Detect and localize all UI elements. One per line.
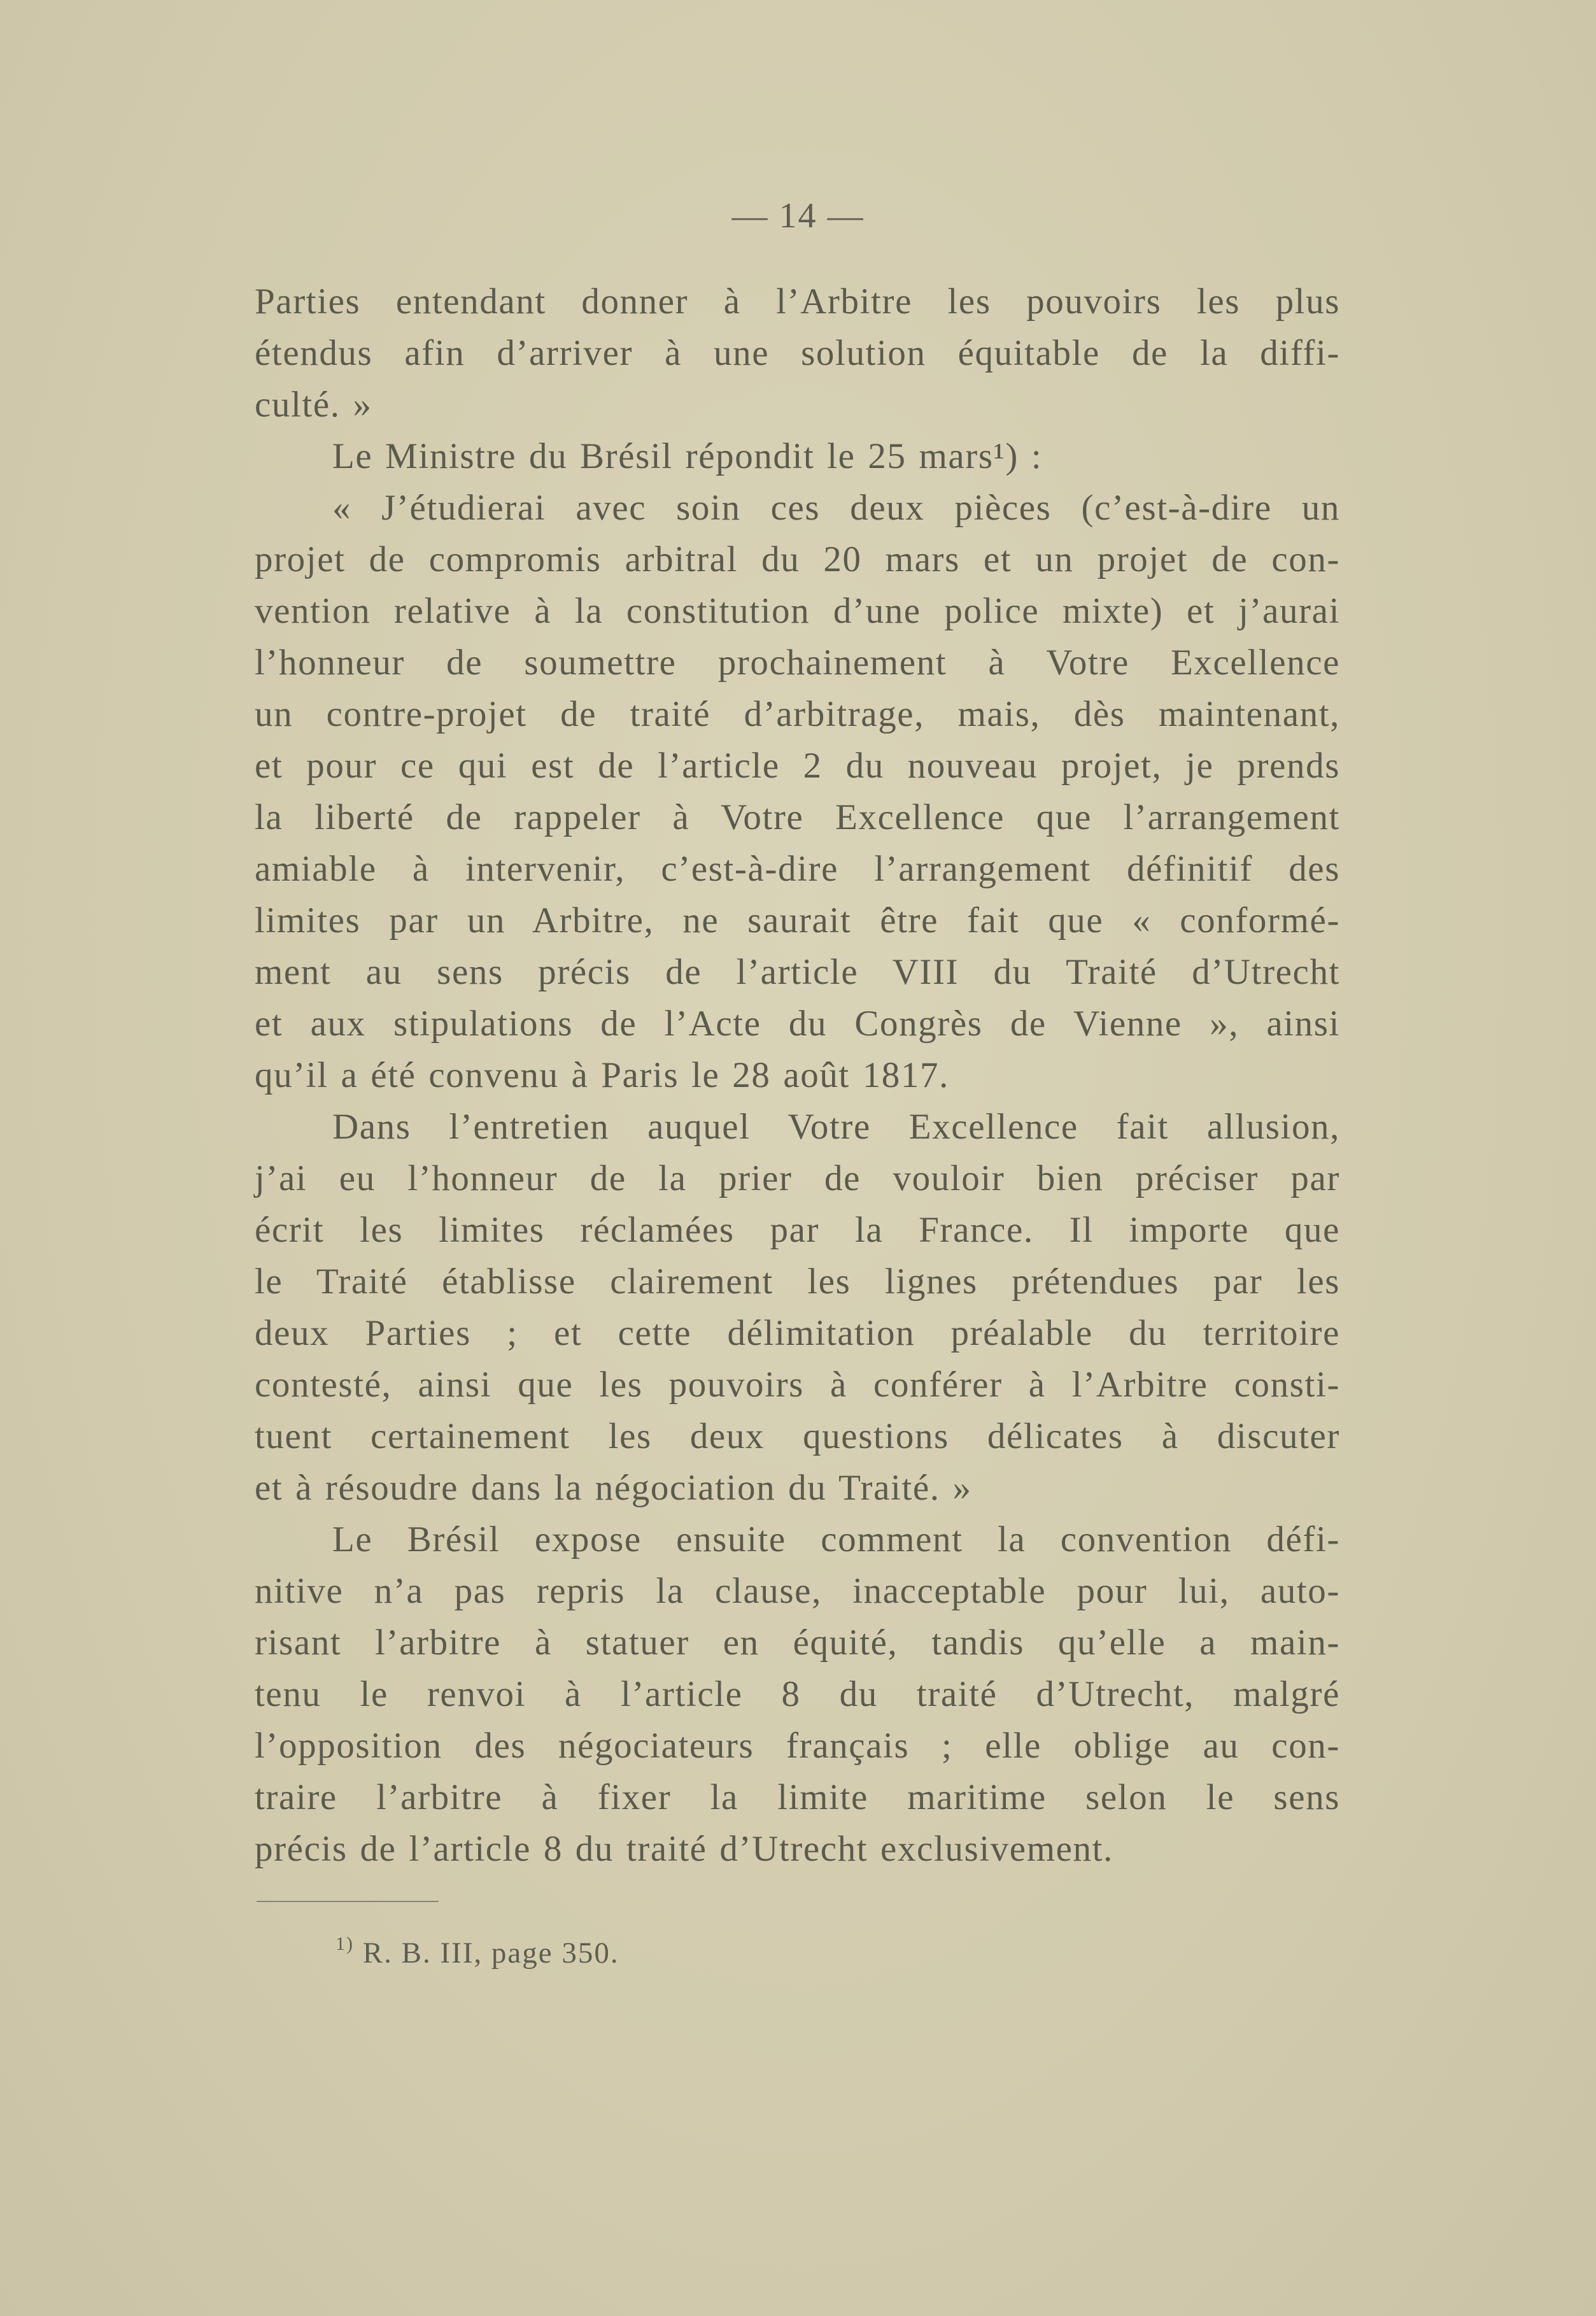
- text-line: contesté, ainsi que les pouvoirs à conférer à l’Arbitre consti-: [255, 1365, 1340, 1405]
- text-line: l’honneur de soumettre prochainement à Votre Excellence: [255, 643, 1340, 683]
- text-line: culté. »: [255, 385, 372, 425]
- text-line: j’ai eu l’honneur de la prier de vouloir bien préciser par: [255, 1158, 1340, 1198]
- text-line: ment au sens précis de l’article VIII du Traité d’Utrecht: [255, 952, 1340, 992]
- text-line: traire l’arbitre à fixer la limite maritime selon le sens: [255, 1777, 1340, 1817]
- text-line: et à résoudre dans la négociation du Traité. »: [255, 1468, 972, 1508]
- text-line: deux Parties ; et cette délimitation préalable du territoire: [255, 1313, 1340, 1353]
- text-line: tenu le renvoi à l’article 8 du traité d’Utrecht, malgré: [255, 1674, 1340, 1714]
- body-text: [255, 276, 1340, 1875]
- footnote-marker: 1): [335, 1933, 354, 1954]
- text-line: étendus afin d’arriver à une solution équitable de la diffi-: [255, 333, 1340, 373]
- text-line: nitive n’a pas repris la clause, inacceptable pour lui, auto-: [255, 1571, 1340, 1611]
- text-line: la liberté de rappeler à Votre Excellence que l’arrangement: [255, 797, 1340, 837]
- text-line: l’opposition des négociateurs français ; elle oblige au con-: [255, 1726, 1340, 1766]
- text-line: précis de l’article 8 du traité d’Utrecht exclusivement.: [255, 1829, 1113, 1869]
- text-line: un contre-projet de traité d’arbitrage, mais, dès maintenant,: [255, 694, 1340, 734]
- text-line: Dans l’entretien auquel Votre Excellence fait allusion,: [332, 1107, 1340, 1147]
- footnote: [335, 1933, 619, 1970]
- footnote-text: R. B. III, page 350.: [362, 1936, 619, 1970]
- text-line: écrit les limites réclamées par la France. Il importe que: [255, 1210, 1340, 1250]
- text-line: et aux stipulations de l’Acte du Congrès de Vienne », ainsi: [255, 1004, 1340, 1044]
- text-line: tuent certainement les deux questions délicates à discuter: [255, 1416, 1340, 1456]
- text-line: qu’il a été convenu à Paris le 28 août 1817.: [255, 1055, 949, 1095]
- text-line: et pour ce qui est de l’article 2 du nouveau projet, je prends: [255, 746, 1340, 786]
- text-line: amiable à intervenir, c’est-à-dire l’arrangement définitif des: [255, 849, 1340, 889]
- text-line: limites par un Arbitre, ne saurait être fait que « conformé-: [255, 900, 1340, 941]
- text-line: « J’étudierai avec soin ces deux pièces (c’est-à-dire un: [332, 488, 1340, 528]
- text-line: Parties entendant donner à l’Arbitre les pouvoirs les plus: [255, 281, 1340, 322]
- footnote-divider: [257, 1901, 439, 1902]
- text-line: projet de compromis arbitral du 20 mars et un projet de con-: [255, 539, 1340, 579]
- text-line: Le Ministre du Brésil répondit le 25 mars¹) :: [332, 436, 1043, 476]
- text-line: vention relative à la constitution d’une police mixte) et j’aurai: [255, 591, 1340, 631]
- page-number: — 14 —: [731, 196, 865, 236]
- text-line: risant l’arbitre à statuer en équité, tandis qu’elle a main-: [255, 1623, 1340, 1663]
- text-line: Le Brésil expose ensuite comment la convention défi-: [332, 1519, 1340, 1559]
- text-line: le Traité établisse clairement les lignes prétendues par les: [255, 1261, 1340, 1302]
